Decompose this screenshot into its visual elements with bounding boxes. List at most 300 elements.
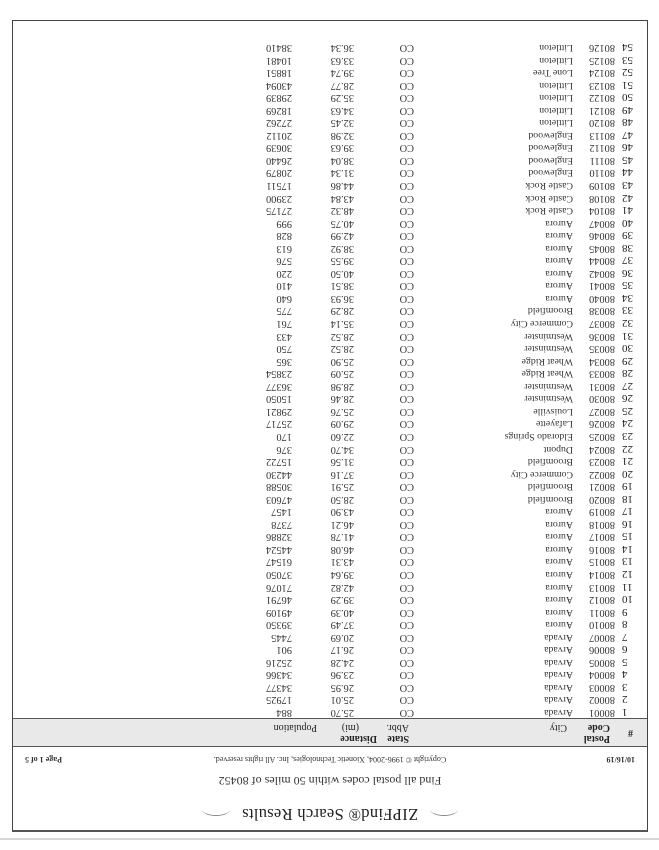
meta-row	[13, 750, 647, 764]
distance-cell: 43.90	[330, 506, 354, 518]
postal-code-cell: 80031	[589, 380, 615, 392]
table-row	[222, 153, 647, 166]
row-number-cell: 51	[622, 78, 633, 91]
header-dist-line1: Distance	[340, 733, 377, 744]
distance-cell: 38.92	[330, 242, 354, 254]
header-code-line2: Code	[587, 722, 610, 733]
title-bar	[13, 798, 647, 830]
state-abbr-cell: CO	[399, 443, 414, 455]
row-number-cell: 2	[622, 693, 628, 706]
state-abbr-cell: CO	[399, 230, 414, 242]
state-abbr-cell: CO	[399, 631, 414, 643]
table-header	[13, 718, 647, 746]
city-cell: Aurora	[545, 230, 573, 242]
state-abbr-cell: CO	[399, 104, 414, 116]
distance-cell: 37.49	[330, 619, 354, 631]
postal-code-cell: 80104	[589, 205, 615, 217]
header-num: #	[628, 727, 633, 738]
state-abbr-cell: CO	[399, 67, 414, 79]
row-number-cell: 14	[622, 542, 633, 555]
row-number-cell: 5	[622, 655, 628, 668]
city-cell: Arvada	[544, 669, 573, 681]
header-divider	[13, 746, 647, 747]
table-row	[222, 91, 647, 104]
population-cell: 32886	[266, 531, 292, 543]
table-row	[222, 40, 647, 53]
results-table	[222, 40, 647, 718]
city-cell: Westminster	[524, 330, 573, 342]
distance-cell: 48.32	[330, 205, 354, 217]
city-cell: Aurora	[545, 242, 573, 254]
row-number-cell: 22	[622, 442, 633, 455]
row-number-cell: 44	[622, 166, 633, 179]
row-number-cell: 34	[622, 291, 633, 304]
population-cell: 36377	[266, 380, 292, 392]
distance-cell: 35.29	[330, 92, 354, 104]
distance-cell: 40.75	[330, 217, 354, 229]
header-code-line1: Postal	[583, 733, 610, 744]
city-cell: Aurora	[545, 217, 573, 229]
scan-edge-shadow	[0, 838, 659, 840]
row-number-cell: 36	[622, 266, 633, 279]
state-abbr-cell: CO	[399, 619, 414, 631]
row-number-cell: 24	[622, 417, 633, 430]
state-abbr-cell: CO	[399, 318, 414, 330]
postal-code-cell: 80027	[589, 405, 615, 417]
postal-code-cell: 80014	[589, 568, 615, 580]
table-row	[222, 505, 647, 518]
table-row	[222, 392, 647, 405]
row-number-cell: 39	[622, 229, 633, 242]
population-cell: 29839	[266, 92, 292, 104]
population-cell: 640	[276, 292, 292, 304]
state-abbr-cell: CO	[399, 292, 414, 304]
postal-code-cell: 80123	[589, 79, 615, 91]
population-cell: 38410	[266, 42, 292, 54]
table-row	[222, 668, 647, 681]
table-row	[222, 655, 647, 668]
state-abbr-cell: CO	[399, 180, 414, 192]
row-number-cell: 31	[622, 329, 633, 342]
row-number-cell: 10	[622, 593, 633, 606]
city-cell: Englewood	[528, 167, 573, 179]
state-abbr-cell: CO	[399, 481, 414, 493]
table-row	[222, 542, 647, 555]
postal-code-cell: 80003	[589, 681, 615, 693]
state-abbr-cell: CO	[399, 430, 414, 442]
results-table-body	[222, 40, 647, 718]
table-row	[222, 304, 647, 317]
document-title: ZIPFind® Search Results	[241, 805, 419, 824]
table-row	[222, 141, 647, 154]
row-number-cell: 48	[622, 116, 633, 129]
city-cell: Aurora	[545, 606, 573, 618]
population-cell: 34366	[266, 669, 292, 681]
city-cell: Wheat Ridge	[521, 355, 573, 367]
distance-cell: 39.64	[330, 568, 354, 580]
population-cell: 25717	[266, 418, 292, 430]
postal-code-cell: 80126	[589, 42, 615, 54]
postal-code-cell: 80044	[589, 255, 615, 267]
state-abbr-cell: CO	[399, 644, 414, 656]
city-cell: Broomfield	[527, 493, 573, 505]
row-number-cell: 26	[622, 392, 633, 405]
population-cell: 365	[276, 355, 292, 367]
postal-code-cell: 80012	[589, 594, 615, 606]
postal-code-cell: 80124	[589, 67, 615, 79]
state-abbr-cell: CO	[399, 594, 414, 606]
city-cell: Englewood	[528, 142, 573, 154]
table-row	[222, 442, 647, 455]
table-row	[222, 593, 647, 606]
postal-code-cell: 80013	[589, 581, 615, 593]
postal-code-cell: 80017	[589, 531, 615, 543]
city-cell: Castle Rock	[525, 205, 573, 217]
distance-cell: 28.46	[330, 393, 354, 405]
postal-code-cell: 80042	[589, 267, 615, 279]
distance-cell: 42.99	[330, 230, 354, 242]
row-number-cell: 3	[622, 680, 628, 693]
distance-cell: 28.52	[330, 343, 354, 355]
distance-cell: 24.28	[330, 656, 354, 668]
population-cell: 18269	[266, 104, 292, 116]
row-number-cell: 33	[622, 304, 633, 317]
state-abbr-cell: CO	[399, 531, 414, 543]
page-number: Page 1 of 5	[25, 755, 63, 764]
state-abbr-cell: CO	[399, 468, 414, 480]
postal-code-cell: 80026	[589, 418, 615, 430]
distance-cell: 22.60	[330, 430, 354, 442]
population-cell: 884	[276, 707, 292, 718]
city-cell: Aurora	[545, 619, 573, 631]
city-cell: Broomfield	[527, 481, 573, 493]
state-abbr-cell: CO	[399, 380, 414, 392]
population-cell: 18851	[266, 67, 292, 79]
row-number-cell: 23	[622, 429, 633, 442]
city-cell: Aurora	[545, 568, 573, 580]
postal-code-cell: 80030	[589, 393, 615, 405]
postal-code-cell: 80035	[589, 343, 615, 355]
population-cell: 30588	[266, 481, 292, 493]
population-cell: 20112	[266, 129, 292, 141]
distance-cell: 26.95	[330, 681, 354, 693]
row-number-cell: 7	[622, 630, 628, 643]
distance-cell: 37.16	[330, 468, 354, 480]
row-number-cell: 19	[622, 480, 633, 493]
city-cell: Westminster	[524, 343, 573, 355]
postal-code-cell: 80125	[589, 54, 615, 66]
population-cell: 23900	[266, 192, 292, 204]
state-abbr-cell: CO	[399, 368, 414, 380]
state-abbr-cell: CO	[399, 192, 414, 204]
state-abbr-cell: CO	[399, 167, 414, 179]
postal-code-cell: 80018	[589, 518, 615, 530]
state-abbr-cell: CO	[399, 669, 414, 681]
table-row	[222, 480, 647, 493]
postal-code-cell: 80010	[589, 619, 615, 631]
distance-cell: 31.56	[330, 456, 354, 468]
row-number-cell: 50	[622, 91, 633, 104]
header-population: Population	[273, 722, 317, 733]
state-abbr-cell: CO	[399, 129, 414, 141]
table-row	[222, 693, 647, 706]
table-row	[222, 317, 647, 330]
state-abbr-cell: CO	[399, 355, 414, 367]
row-number-cell: 18	[622, 492, 633, 505]
postal-code-cell: 80004	[589, 669, 615, 681]
city-cell: Englewood	[528, 129, 573, 141]
state-abbr-cell: CO	[399, 543, 414, 555]
population-cell: 47603	[266, 493, 292, 505]
state-abbr-cell: CO	[399, 92, 414, 104]
population-cell: 44524	[266, 543, 292, 555]
document-frame	[12, 20, 648, 832]
population-cell: 27262	[266, 117, 292, 129]
state-abbr-cell: CO	[399, 694, 414, 706]
row-number-cell: 29	[622, 354, 633, 367]
postal-code-cell: 80041	[589, 280, 615, 292]
table-row	[222, 580, 647, 593]
city-cell: Arvada	[544, 656, 573, 668]
row-number-cell: 41	[622, 204, 633, 217]
table-row	[222, 241, 647, 254]
postal-code-cell: 80121	[589, 104, 615, 116]
row-number-cell: 1	[622, 706, 628, 718]
population-cell: 23854	[266, 368, 292, 380]
city-cell: Aurora	[545, 280, 573, 292]
row-number-cell: 30	[622, 342, 633, 355]
table-row	[222, 279, 647, 292]
copyright-notice: Copyright © 1996-2004, Xionetic Technologies, Inc. All rights reserved.	[213, 755, 447, 764]
row-number-cell: 11	[622, 580, 633, 593]
population-cell: 17925	[266, 694, 292, 706]
postal-code-cell: 80037	[589, 318, 615, 330]
state-abbr-cell: CO	[399, 556, 414, 568]
row-number-cell: 4	[622, 668, 628, 681]
city-cell: Littleton	[539, 79, 573, 91]
postal-code-cell: 80036	[589, 330, 615, 342]
city-cell: Wheat Ridge	[521, 368, 573, 380]
postal-code-cell: 80047	[589, 217, 615, 229]
postal-code-cell: 80122	[589, 92, 615, 104]
distance-cell: 28.98	[330, 380, 354, 392]
row-number-cell: 35	[622, 279, 633, 292]
distance-cell: 43.84	[330, 192, 354, 204]
population-cell: 1457	[271, 506, 292, 518]
population-cell: 37050	[266, 568, 292, 580]
distance-cell: 28.50	[330, 493, 354, 505]
state-abbr-cell: CO	[399, 217, 414, 229]
table-row	[222, 342, 647, 355]
population-cell: 775	[276, 305, 292, 317]
table-row	[222, 680, 647, 693]
table-row	[222, 128, 647, 141]
state-abbr-cell: CO	[399, 205, 414, 217]
city-cell: Arvada	[544, 707, 573, 718]
distance-cell: 34.70	[330, 443, 354, 455]
state-abbr-cell: CO	[399, 242, 414, 254]
row-number-cell: 37	[622, 254, 633, 267]
postal-code-cell: 80046	[589, 230, 615, 242]
postal-code-cell: 80023	[589, 456, 615, 468]
population-cell: 30639	[266, 142, 292, 154]
postal-code-cell: 80016	[589, 543, 615, 555]
table-row	[222, 705, 647, 718]
population-cell: 433	[276, 330, 292, 342]
table-row	[222, 455, 647, 468]
population-cell: 29821	[266, 405, 292, 417]
distance-cell: 32.45	[330, 117, 354, 129]
row-number-cell: 6	[622, 643, 628, 656]
table-row	[222, 291, 647, 304]
city-cell: Eldorado Springs	[504, 430, 573, 442]
table-row	[222, 166, 647, 179]
row-number-cell: 25	[622, 404, 633, 417]
population-cell: 44230	[266, 468, 292, 480]
distance-cell: 34.63	[330, 104, 354, 116]
city-cell: Aurora	[545, 267, 573, 279]
postal-code-cell: 80005	[589, 656, 615, 668]
postal-code-cell: 80002	[589, 694, 615, 706]
row-number-cell: 17	[622, 505, 633, 518]
table-row	[222, 178, 647, 191]
row-number-cell: 21	[622, 455, 633, 468]
state-abbr-cell: CO	[399, 493, 414, 505]
state-abbr-cell: CO	[399, 142, 414, 154]
distance-cell: 39.74	[330, 67, 354, 79]
table-row	[222, 379, 647, 392]
table-row	[222, 53, 647, 66]
table-row	[222, 492, 647, 505]
postal-code-cell: 80007	[589, 631, 615, 643]
population-cell: 828	[276, 230, 292, 242]
postal-code-cell: 80001	[589, 707, 615, 718]
table-row	[222, 66, 647, 79]
row-number-cell: 28	[622, 367, 633, 380]
population-cell: 61547	[266, 556, 292, 568]
city-cell: Aurora	[545, 518, 573, 530]
postal-code-cell: 80015	[589, 556, 615, 568]
state-abbr-cell: CO	[399, 255, 414, 267]
left-arc-decoration	[430, 804, 458, 817]
row-number-cell: 16	[622, 517, 633, 530]
state-abbr-cell: CO	[399, 506, 414, 518]
city-cell: Littleton	[539, 104, 573, 116]
table-row	[222, 417, 647, 430]
state-abbr-cell: CO	[399, 343, 414, 355]
city-cell: Westminster	[524, 393, 573, 405]
postal-code-cell: 80021	[589, 481, 615, 493]
population-cell: 410	[276, 280, 292, 292]
distance-cell: 46.21	[330, 518, 354, 530]
distance-cell: 38.04	[330, 154, 354, 166]
postal-code-cell: 80110	[589, 167, 615, 179]
state-abbr-cell: CO	[399, 42, 414, 54]
state-abbr-cell: CO	[399, 305, 414, 317]
distance-cell: 44.86	[330, 180, 354, 192]
state-abbr-cell: CO	[399, 606, 414, 618]
table-row	[222, 404, 647, 417]
distance-cell: 20.69	[330, 631, 354, 643]
row-number-cell: 12	[622, 567, 633, 580]
population-cell: 7445	[271, 631, 292, 643]
table-row	[222, 630, 647, 643]
state-abbr-cell: CO	[399, 418, 414, 430]
population-cell: 15050	[266, 393, 292, 405]
population-cell: 71076	[266, 581, 292, 593]
postal-code-cell: 80038	[589, 305, 615, 317]
table-row	[222, 191, 647, 204]
distance-cell: 35.14	[330, 318, 354, 330]
distance-cell: 25.70	[330, 707, 354, 718]
table-row	[222, 530, 647, 543]
row-number-cell: 45	[622, 153, 633, 166]
distance-cell: 39.63	[330, 142, 354, 154]
population-cell: 34377	[266, 681, 292, 693]
row-number-cell: 27	[622, 379, 633, 392]
state-abbr-cell: CO	[399, 656, 414, 668]
table-row	[222, 229, 647, 242]
city-cell: Littleton	[539, 54, 573, 66]
state-abbr-cell: CO	[399, 518, 414, 530]
table-row	[222, 116, 647, 129]
city-cell: Broomfield	[527, 456, 573, 468]
population-cell: 613	[276, 242, 292, 254]
postal-code-cell: 80034	[589, 355, 615, 367]
distance-cell: 25.91	[330, 481, 354, 493]
distance-cell: 29.09	[330, 418, 354, 430]
postal-code-cell: 80112	[589, 142, 615, 154]
population-cell: 46791	[266, 594, 292, 606]
postal-code-cell: 80019	[589, 506, 615, 518]
row-number-cell: 8	[622, 618, 628, 631]
population-cell: 170	[276, 430, 292, 442]
city-cell: Westminster	[524, 380, 573, 392]
postal-code-cell: 80020	[589, 493, 615, 505]
city-cell: Arvada	[544, 631, 573, 643]
table-row	[222, 567, 647, 580]
city-cell: Commerce City	[510, 468, 573, 480]
city-cell: Lafayette	[536, 418, 573, 430]
state-abbr-cell: CO	[399, 154, 414, 166]
row-number-cell: 20	[622, 467, 633, 480]
state-abbr-cell: CO	[399, 267, 414, 279]
postal-code-cell: 80045	[589, 242, 615, 254]
population-cell: 376	[276, 443, 292, 455]
population-cell: 220	[276, 267, 292, 279]
population-cell: 43094	[266, 79, 292, 91]
distance-cell: 38.51	[330, 280, 354, 292]
postal-code-cell: 80033	[589, 368, 615, 380]
table-row	[222, 204, 647, 217]
postal-code-cell: 80120	[589, 117, 615, 129]
table-row	[222, 605, 647, 618]
row-number-cell: 40	[622, 216, 633, 229]
distance-cell: 23.96	[330, 669, 354, 681]
city-cell: Aurora	[545, 531, 573, 543]
postal-code-cell: 80011	[589, 606, 615, 618]
table-row	[222, 367, 647, 380]
city-cell: Aurora	[545, 506, 573, 518]
population-cell: 901	[276, 644, 292, 656]
population-cell: 39350	[266, 619, 292, 631]
state-abbr-cell: CO	[399, 581, 414, 593]
city-cell: Commerce City	[510, 318, 573, 330]
state-abbr-cell: CO	[399, 117, 414, 129]
table-row	[222, 266, 647, 279]
distance-cell: 43.31	[330, 556, 354, 568]
distance-cell: 40.50	[330, 267, 354, 279]
